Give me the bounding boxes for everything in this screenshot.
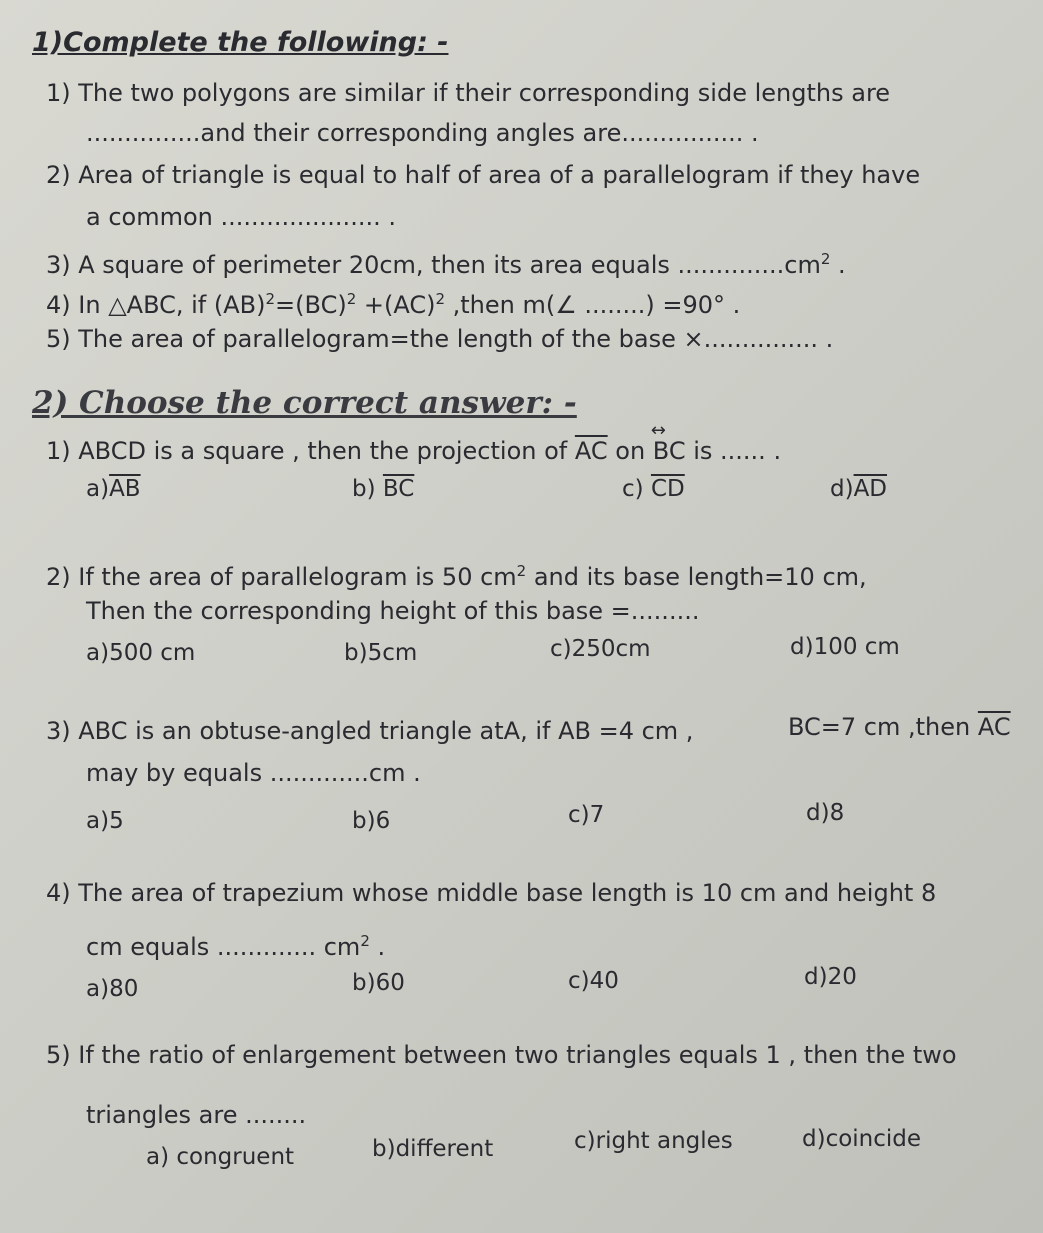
s2-q4-tail: . <box>369 933 386 961</box>
s2-q3-option-b[interactable]: b)6 <box>352 808 391 834</box>
option-prefix: b) <box>352 476 383 502</box>
s1-q4 <box>46 284 740 320</box>
s1-q5: 5) The area of parallelogram=the length of the base ×............... . <box>46 325 834 353</box>
s2-q2-option-c[interactable]: c)250cm <box>550 636 651 662</box>
s2-q1-option-d[interactable] <box>830 474 887 504</box>
s2-q5-line2: triangles are ........ <box>86 1101 307 1129</box>
option-value: $\overline{AB}$ <box>109 476 141 502</box>
option-prefix: d) <box>830 476 854 502</box>
s1-q2-line1: 2) Area of triangle is equal to half of area of a parallelogram if they have <box>46 161 921 189</box>
s1-q4-c: =(BC) <box>275 291 347 319</box>
s2-q2-option-d[interactable]: d)100 cm <box>790 634 900 660</box>
s2-q2-a: 2) If the area of parallelogram is 50 cm <box>46 563 517 591</box>
option-prefix: c) <box>622 476 651 502</box>
s2-q3-line2: may by equals .............cm . <box>86 759 421 787</box>
s2-q3-line1b <box>788 712 1011 742</box>
s1-q4-e: ,then m(∠ ........) =90° . <box>445 291 741 319</box>
s2-q4-option-a[interactable]: a)80 <box>86 976 139 1002</box>
s2-q3-bc: BC=7 cm ,then <box>788 713 978 741</box>
s2-q1 <box>46 436 781 466</box>
s2-q3-segment-ac: $\overline{AC}$ <box>977 713 1011 741</box>
s1-q4-sup3: 2 <box>435 290 445 308</box>
s1-q4-d: +(AC) <box>356 291 436 319</box>
s1-q4-a: 4) In <box>46 291 109 319</box>
s2-q1-b: on <box>607 437 653 465</box>
option-prefix: a) <box>86 476 110 502</box>
s2-q1-c: is ...... . <box>685 437 782 465</box>
s2-q1-option-c[interactable] <box>622 474 685 504</box>
s2-q2-option-a[interactable]: a)500 cm <box>86 640 196 666</box>
s2-q5-option-b[interactable]: b)different <box>372 1136 494 1162</box>
s2-q4-option-b[interactable]: b)60 <box>352 970 405 996</box>
s2-q3-option-a[interactable]: a)5 <box>86 808 124 834</box>
s2-q2-option-b[interactable]: b)5cm <box>344 640 418 666</box>
s2-q4-sup: 2 <box>360 932 370 950</box>
s1-q3 <box>46 244 846 280</box>
section2-heading: 2) Choose the correct answer: - <box>32 385 577 421</box>
s2-q2-b: and its base length=10 cm, <box>526 563 867 591</box>
section1-heading: 1)Complete the following: - <box>32 27 449 58</box>
option-value: $\overline{AD}$ <box>853 476 888 502</box>
s2-q3-option-c[interactable]: c)7 <box>568 802 605 828</box>
s2-q1-line-bc: ↔ BC <box>653 436 686 466</box>
s2-q2-sup: 2 <box>516 562 527 580</box>
s2-q5-option-a[interactable]: a) congruent <box>146 1144 295 1170</box>
s2-q4-line2 <box>86 926 385 962</box>
s2-q4-text: cm equals ............. cm <box>86 933 361 961</box>
s2-q1-a: 1) ABCD is a square , then the projection of <box>46 437 575 465</box>
s2-q3-line1: 3) ABC is an obtuse-angled triangle atA, if AB =4 cm , <box>46 717 694 745</box>
s2-q4-option-d[interactable]: d)20 <box>804 964 857 990</box>
option-value: $\overline{BC}$ <box>382 476 415 502</box>
option-value: $\overline{CD}$ <box>650 476 685 502</box>
s1-q3-tail: . <box>830 251 846 279</box>
s2-q4-option-c[interactable]: c)40 <box>568 968 619 994</box>
s1-q4-b: , if (AB) <box>175 291 266 319</box>
s2-q1-option-a[interactable] <box>86 474 141 504</box>
s2-q5-option-c[interactable]: c)right angles <box>574 1128 733 1154</box>
s2-q2-line2: Then the corresponding height of this base =......... <box>86 597 700 625</box>
s2-q3-option-d[interactable]: d)8 <box>806 800 845 826</box>
s2-q2-line1 <box>46 556 867 592</box>
s2-q1-segment-ac: $\overline{AC}$ <box>574 437 608 465</box>
s2-q4-line1: 4) The area of trapezium whose middle base length is 10 cm and height 8 <box>46 879 937 907</box>
s1-q3-text: 3) A square of perimeter 20cm, then its area equals ..............cm <box>46 251 821 279</box>
s1-q4-triangle: △ABC <box>108 291 176 319</box>
s2-q5-option-d[interactable]: d)coincide <box>802 1126 922 1152</box>
s2-q1-option-b[interactable] <box>352 474 414 504</box>
s2-q5-line1: 5) If the ratio of enlargement between two triangles equals 1 , then the two <box>46 1041 957 1069</box>
s1-q4-sup2: 2 <box>346 290 357 308</box>
s1-q4-sup1: 2 <box>265 290 276 308</box>
s1-q3-sup: 2 <box>820 250 831 268</box>
s1-q2-line2: a common ..................... . <box>86 203 396 231</box>
s1-q1-line1: 1) The two polygons are similar if their corresponding side lengths are <box>46 79 891 107</box>
s1-q1-line2: ...............and their corresponding angles are................ . <box>86 119 759 147</box>
